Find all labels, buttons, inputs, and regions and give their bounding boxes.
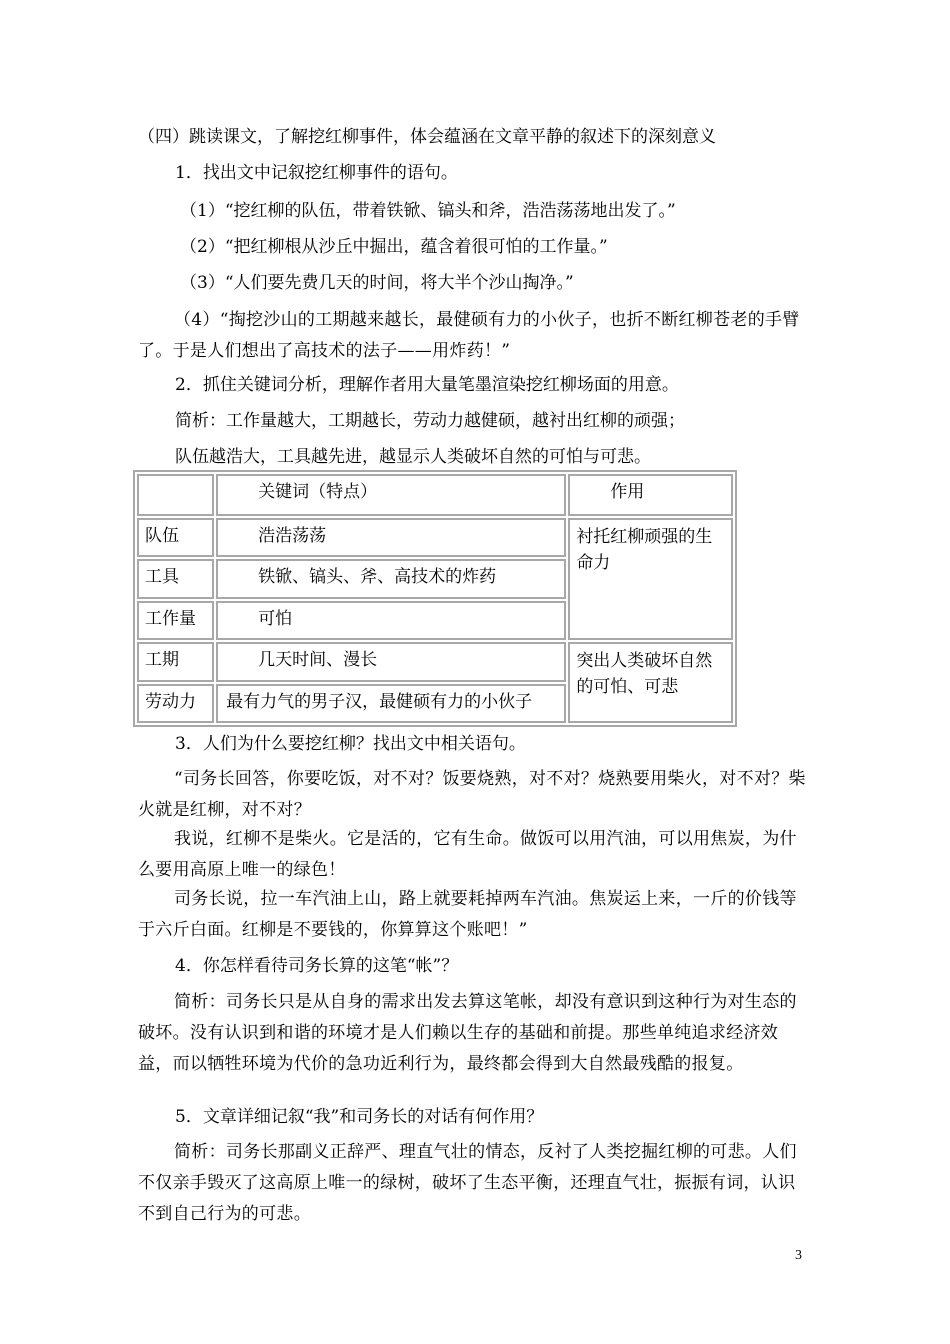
table-row-item: 工作量 bbox=[137, 601, 214, 640]
table-effect-1: 衬托红柳顽强的生命力 bbox=[568, 518, 733, 640]
table-row-keywords: 最有力气的男子汉，最健硕有力的小伙子 bbox=[216, 684, 566, 724]
table-row-item: 劳动力 bbox=[137, 684, 214, 724]
question-2-analysis-2: 队伍越浩大，工具越先进，越显示人类破坏自然的可怕与可悲。 bbox=[175, 447, 651, 467]
table-effect-2: 突出人类破坏自然的可怕、可悲 bbox=[568, 642, 733, 723]
section-heading: （四）跳读课文，了解挖红柳事件，体会蕴涵在文章平静的叙述下的深刻意义 bbox=[138, 127, 716, 147]
keyword-table bbox=[133, 470, 737, 727]
table-row-item: 工具 bbox=[137, 559, 214, 598]
question-1: 1．找出文中记叙挖红柳事件的语句。 bbox=[175, 163, 458, 183]
question-3: 3．人们为什么要挖红柳？找出文中相关语句。 bbox=[175, 734, 526, 754]
table-header-effect: 作用 bbox=[568, 474, 733, 516]
page-number: 3 bbox=[795, 1248, 802, 1263]
table-header-keywords: 关键词（特点） bbox=[216, 474, 566, 516]
question-4: 4．你怎样看待司务长算的这笔“帐”？ bbox=[175, 956, 459, 976]
table-row-item: 队伍 bbox=[137, 518, 214, 557]
quote-4: （4）“掏挖沙山的工期越来越长，最健硕有力的小伙子，也折不断红柳苍老的手臂了。于是人们想出了高技术的法子——用炸药！” bbox=[138, 310, 800, 361]
table-row-keywords: 几天时间、漫长 bbox=[216, 642, 566, 681]
table-row-item: 工期 bbox=[137, 642, 214, 681]
question-3-paragraph-1: “司务长回答，你要吃饭，对不对？饭要烧熟，对不对？烧熟要用柴火，对不对？柴火就是红柳，对不对？ bbox=[138, 769, 806, 820]
question-2: 2．抓住关键词分析，理解作者用大量笔墨渲染挖红柳场面的用意。 bbox=[175, 375, 679, 395]
question-4-analysis: 简析：司务长只是从自身的需求出发去算这笔帐，却没有意识到这种行为对生态的破坏。没有认识到和谐的环境才是人们赖以生存的基础和前提。那些单纯追求经济效益，而以牺牲环境为代价的急功近利行为，最终都会得到大自然最残酷的报复。 bbox=[138, 992, 797, 1074]
table-row-keywords: 铁锨、镐头、斧、高技术的炸药 bbox=[216, 559, 566, 598]
question-3-paragraph-3: 司务长说，拉一车汽油上山，路上就要耗掉两车汽油。焦炭运上来，一斤的价钱等于六斤白面。红柳是不要钱的，你算算这个账吧！” bbox=[138, 889, 797, 940]
table-row-keywords: 可怕 bbox=[216, 601, 566, 640]
question-3-paragraph-2: 我说，红柳不是柴火。它是活的，它有生命。做饭可以用汽油，可以用焦炭，为什么要用高原上唯一的绿色！ bbox=[138, 829, 797, 880]
table-header-blank bbox=[137, 474, 214, 516]
quote-3: （3）“人们要先费几天的时间，将大半个沙山掏净。” bbox=[180, 273, 574, 293]
question-5: 5．文章详细记叙“我”和司务长的对话有何作用？ bbox=[175, 1107, 544, 1127]
question-2-analysis-1: 简析：工作量越大，工期越长，劳动力越健硕，越衬出红柳的顽强； bbox=[175, 411, 685, 431]
table-row-keywords: 浩浩荡荡 bbox=[216, 518, 566, 557]
quote-2: （2）“把红柳根从沙丘中掘出，蕴含着很可怕的工作量。” bbox=[180, 237, 608, 257]
quote-1: （1）“挖红柳的队伍，带着铁锨、镐头和斧，浩浩荡荡地出发了。” bbox=[180, 201, 676, 221]
question-5-analysis: 简析：司务长那副义正辞严、理直气壮的情态，反衬了人类挖掘红柳的可悲。人们不仅亲手毁灭了这高原上唯一的绿树，破坏了生态平衡，还理直气壮，振振有词，认识不到自己行为的可悲。 bbox=[138, 1142, 797, 1224]
